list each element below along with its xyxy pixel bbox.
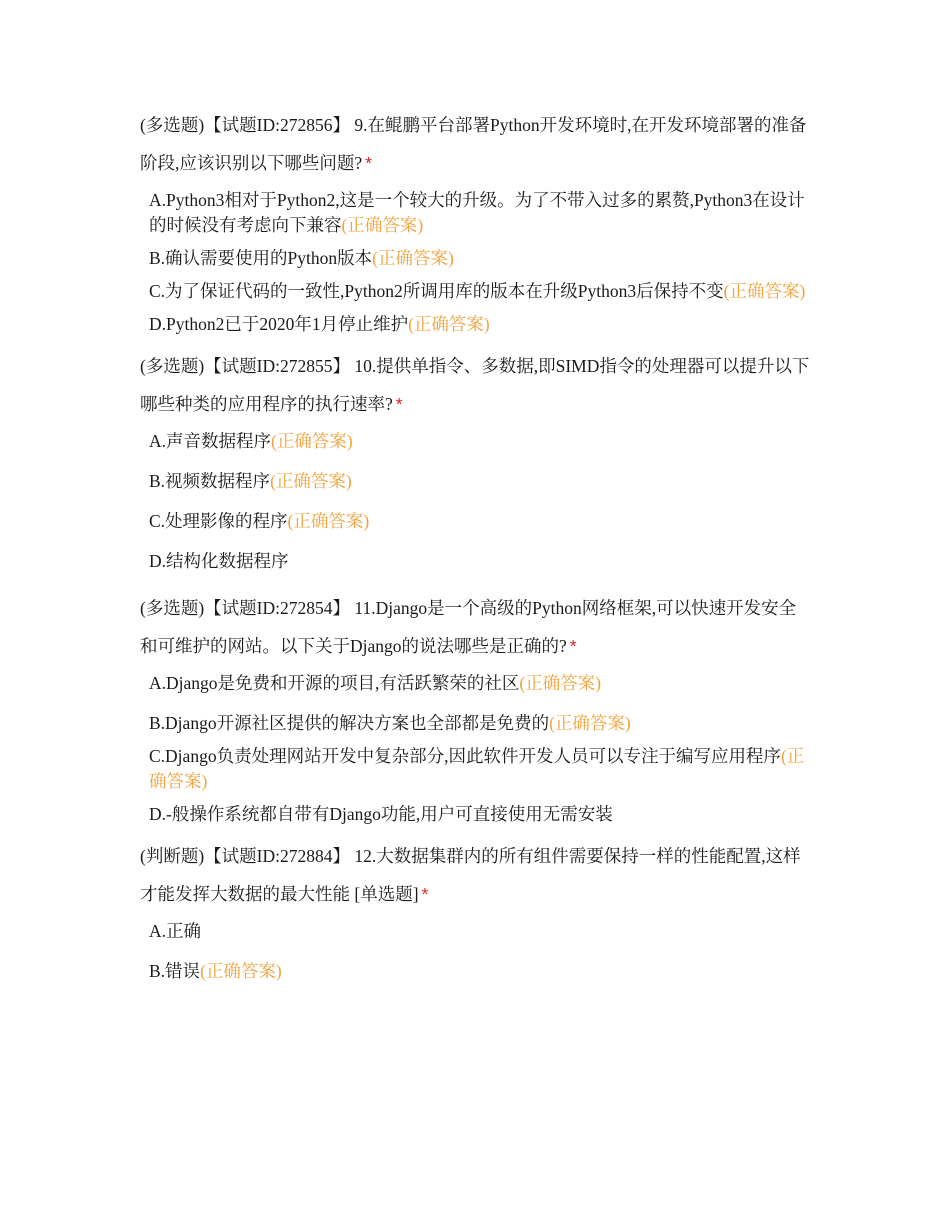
correct-answer-mark: (正确答案) <box>287 511 370 531</box>
question-list <box>140 106 812 999</box>
question-title: (多选题)【试题ID:272854】 11.Django是一个高级的Python网络框架,可以快速开发安全和可维护的网站。以下关于Django的说法哪些是正确的? * <box>140 598 797 656</box>
option-b[interactable]: B.视频数据程序(正确答案) <box>149 471 352 491</box>
correct-answer-mark: (正确答案) <box>723 281 806 301</box>
question-title: (多选题)【试题ID:272855】 10.提供单指令、多数据,即SIMD指令的处理器可以提升以下哪些种类的应用程序的执行速率? * <box>140 356 810 414</box>
option-b[interactable]: B.Django开源社区提供的解决方案也全部都是免费的(正确答案) <box>149 713 631 733</box>
correct-answer-mark: (正确答案) <box>200 961 282 981</box>
required-asterisk: * <box>569 636 577 656</box>
question-11 <box>140 589 812 827</box>
option-a[interactable]: A.声音数据程序(正确答案) <box>149 431 353 451</box>
question-12 <box>140 837 812 984</box>
correct-answer-mark: (正确答案) <box>519 673 602 693</box>
required-asterisk: * <box>365 153 372 173</box>
correct-answer-mark: (正确答案) <box>549 713 631 733</box>
option-d[interactable]: D.结构化数据程序 <box>149 551 289 571</box>
correct-answer-mark: (正确答案) <box>149 746 805 791</box>
option-a[interactable]: A.Python3相对于Python2,这是一个较大的升级。为了不带入过多的累赘,Python3在设计的时候没有考虑向下兼容(正确答案) <box>149 190 805 235</box>
option-d[interactable]: D.Python2已于2020年1月停止维护(正确答案) <box>149 314 490 334</box>
option-b[interactable]: B.错误(正确答案) <box>149 961 282 981</box>
option-a[interactable]: A.Django是免费和开源的项目,有活跃繁荣的社区(正确答案) <box>149 673 602 693</box>
correct-answer-mark: (正确答案) <box>372 248 454 268</box>
option-c[interactable]: C.处理影像的程序(正确答案) <box>149 511 370 531</box>
question-title: (判断题)【试题ID:272884】 12.大数据集群内的所有组件需要保持一样的性能配置,这样才能发挥大数据的最大性能 [单选题] * <box>140 846 801 904</box>
required-asterisk: * <box>395 394 403 414</box>
option-c[interactable]: C.Django负责处理网站开发中复杂部分,因此软件开发人员可以专注于编写应用程序(正确答案) <box>149 746 805 791</box>
correct-answer-mark: (正确答案) <box>341 215 424 235</box>
question-10 <box>140 347 812 574</box>
question-9 <box>140 106 812 337</box>
option-d[interactable]: D.-般操作系统都自带有Django功能,用户可直接使用无需安装 <box>149 804 613 824</box>
correct-answer-mark: (正确答案) <box>270 471 352 491</box>
required-asterisk: * <box>421 884 429 904</box>
question-title: (多选题)【试题ID:272856】 9.在鲲鹏平台部署Python开发环境时,在开发环境部署的准备阶段,应该识别以下哪些问题? * <box>140 115 807 173</box>
option-b[interactable]: B.确认需要使用的Python版本(正确答案) <box>149 248 454 268</box>
option-c[interactable]: C.为了保证代码的一致性,Python2所调用库的版本在升级Python3后保持不变(正确答案) <box>149 281 806 301</box>
option-a[interactable]: A.正确 <box>149 921 202 941</box>
correct-answer-mark: (正确答案) <box>408 314 490 334</box>
correct-answer-mark: (正确答案) <box>271 431 353 451</box>
